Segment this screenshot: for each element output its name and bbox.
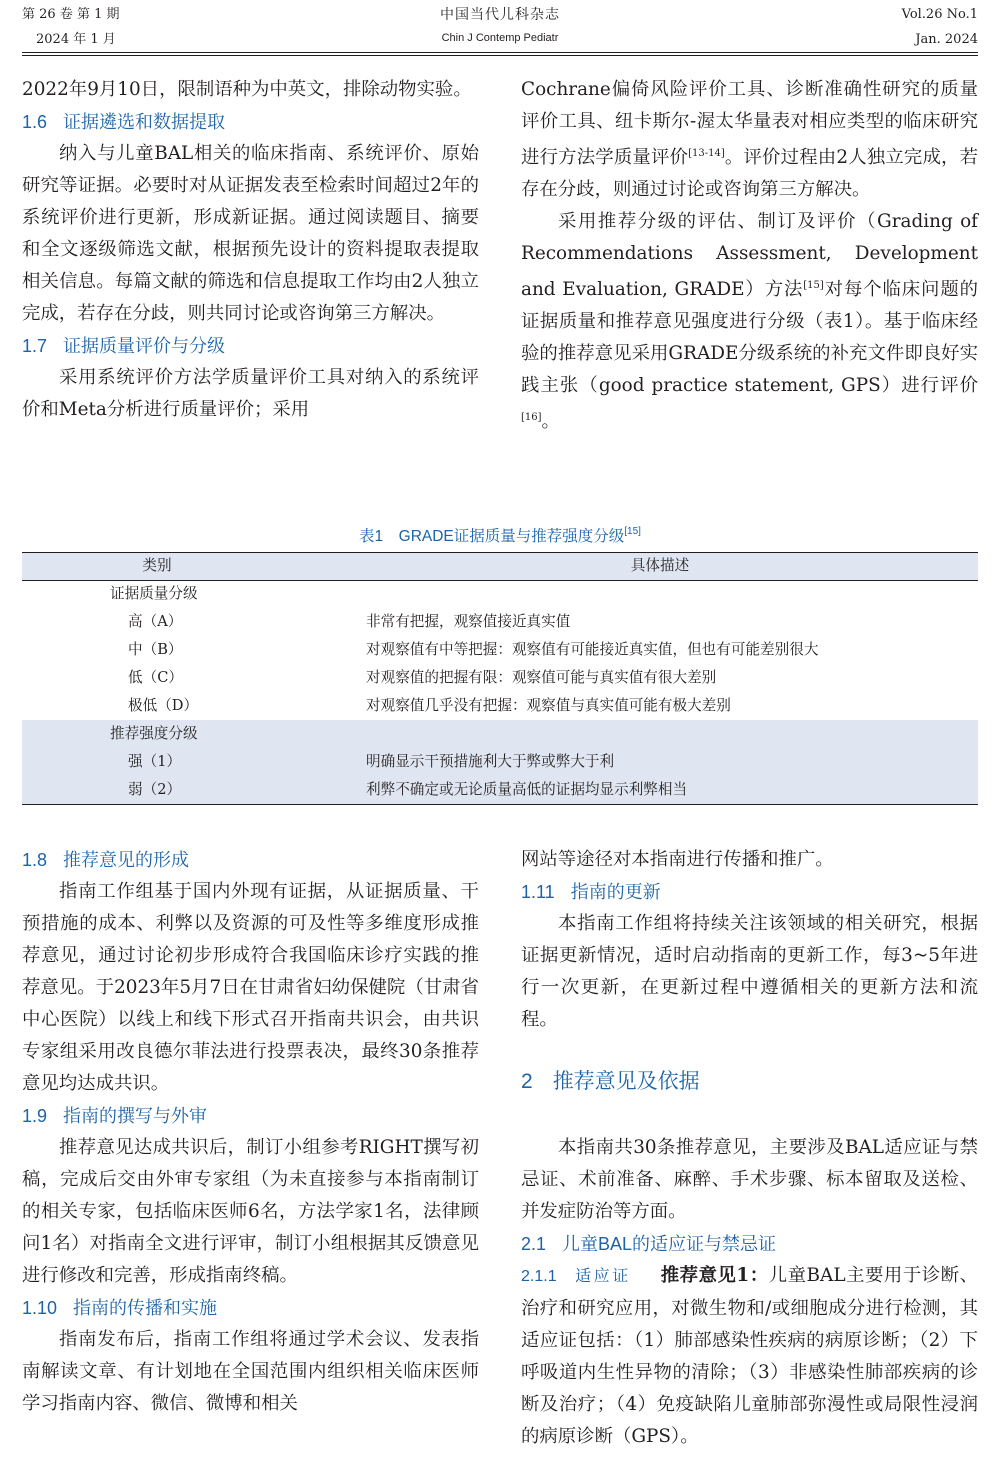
paragraph: 采用推荐分级的评估、制订及评价（Grading of Recommendations Assessment, Development and Evaluation, GRADE）方法[15]对每个临床问题的证据质量和推荐意见强度进行分级（表1）。基于临床经验的推荐意见采用GRADE分级系统的补充文件即良好实践主张（good practice statement, GPS）进行评价[16]。: [521, 211, 978, 432]
table-group-label: 证据质量分级: [110, 585, 198, 602]
citation[interactable]: [15]: [624, 526, 641, 537]
table-cell-description: 明确显示干预措施利大于弊或弊大于利: [366, 753, 615, 770]
paragraph: 纳入与儿童BAL相关的临床指南、系统评价、原始研究等证据。必要时对从证据发表至检索时间超过2年的系统评价进行更新，形成新证据。通过阅读题目、摘要和全文逐级筛选文献，根据预先设计的资料提取表提取相关信息。每篇文献的筛选和信息提取工作均由2人独立完成，若存在分歧，则共同讨论或咨询第三方解决。: [22, 143, 479, 324]
recommendation-text: 儿童BAL主要用于诊断、治疗和研究应用，对微生物和/或细胞成分进行检测，其适应证包括：（1）肺部感染性疾病的病原诊断；（2）下呼吸道内生性异物的清除；（3）非感染性肺部疾病的诊断及治疗；（4）免疫缺陷儿童肺部弥漫性或局限性浸润的病原诊断（GPS）。: [521, 1265, 979, 1447]
header-volume: 第 26 卷 第 1 期: [22, 7, 120, 22]
top-left-column: [22, 74, 479, 426]
table-cell-description: 对观察值的把握有限：观察值可能与真实值有很大差别: [366, 669, 717, 686]
table-cell-description: 非常有把握，观察值接近真实值: [366, 613, 571, 630]
section-heading-1-7: 1.7 证据质量评价与分级: [22, 336, 226, 356]
table-group-label: 推荐强度分级: [110, 725, 198, 742]
paragraph: 采用系统评价方法学质量评价工具对纳入的系统评价和Meta分析进行质量评价；采用: [22, 367, 479, 420]
header-rule-thin: [22, 55, 978, 56]
paragraph: 指南工作组基于国内外现有证据，从证据质量、干预措施的成本、利弊以及资源的可及性等多维度形成推荐意见，通过讨论初步形成符合我国临床诊疗实践的推荐意见。于2023年5月7日在甘肃省妇幼保健院（甘肃省中心医院）以线上和线下形式召开指南共识会，由共识专家组采用改良德尔菲法进行投票表决，最终30条推荐意见均达成共识。: [22, 881, 479, 1094]
header-volume-en: Vol.26 No.1: [901, 7, 978, 22]
header-date: 2024 年 1 月: [36, 32, 116, 47]
section-number-2-1-1: 2.1.1: [521, 1268, 557, 1285]
paragraph: 本指南共30条推荐意见，主要涉及BAL适应证与禁忌证、术前准备、麻醉、手术步骤、标本留取及送检、并发症防治等方面。: [521, 1137, 978, 1222]
citation[interactable]: [15]: [803, 280, 824, 291]
paragraph: Cochrane偏倚风险评价工具、诊断准确性研究的质量评价工具、纽卡斯尔-渥太华量表对相应类型的临床研究进行方法学质量评价[13-14]。评价过程由2人独立完成，若存在分歧，则通过讨论或咨询第三方解决。: [521, 79, 978, 200]
table-cell-description: 利弊不确定或无论质量高低的证据均显示利弊相当: [366, 781, 688, 798]
paragraph: 网站等途径对本指南进行传播和推广。: [521, 849, 834, 870]
top-right-column: [521, 74, 978, 438]
paragraph: 推荐意见达成共识后，制订小组参考RIGHT撰写初稿，完成后交由外审专家组（为未直接参与本指南制订的相关专家，包括临床医师6名，方法学家1名，法律顾问1名）对指南全文进行评审，制订小组根据其反馈意见进行修改和完善，形成指南终稿。: [22, 1137, 479, 1286]
section-heading-1-8: 1.8 推荐意见的形成: [22, 850, 190, 870]
table-cell-description: 对观察值几乎没有把握：观察值与真实值可能有极大差别: [366, 697, 731, 714]
recommendation-1: [521, 1260, 978, 1453]
header-date-en: Jan. 2024: [915, 32, 978, 47]
section-heading-1-6: 1.6 证据遴选和数据提取: [22, 112, 226, 132]
section-heading-1-10: 1.10 指南的传播和实施: [22, 1298, 218, 1318]
table-bottom-rule: [22, 804, 978, 805]
table-cell-category: 低（C）: [128, 669, 183, 686]
paragraph: 2022年9月10日，限制语种为中英文，排除动物实验。: [22, 79, 472, 100]
citation[interactable]: [16]: [521, 412, 542, 423]
table-cell-category: 中（B）: [128, 641, 183, 658]
paragraph: 本指南工作组将持续关注该领域的相关研究，根据证据更新情况，适时启动指南的更新工作，每3~5年进行一次更新，在更新过程中遵循相关的更新方法和流程。: [521, 913, 978, 1030]
bottom-right-column: [521, 844, 978, 1453]
table-cell-category: 强（1）: [128, 753, 182, 770]
section-heading-1-11: 1.11 指南的更新: [521, 882, 661, 902]
section-heading-1-9: 1.9 指南的撰写与外审: [22, 1106, 208, 1126]
bottom-left-column: [22, 844, 479, 1420]
citation[interactable]: [13-14]: [688, 148, 725, 159]
journal-title-en: Chin J Contemp Pediatr: [441, 32, 559, 44]
section-heading-2-1-1: 适应证: [574, 1266, 631, 1285]
header-rule: [22, 52, 978, 53]
table-title: 表1 GRADE证据质量与推荐强度分级[15]: [359, 526, 641, 545]
table-cell-category: 极低（D）: [128, 697, 199, 714]
table-cell-category: 高（A）: [128, 613, 183, 630]
recommendation-label: 推荐意见1：: [660, 1265, 769, 1286]
section-heading-2: 2 推荐意见及依据: [521, 1070, 700, 1093]
table-col-description: 具体描述: [630, 557, 690, 574]
table-cell-category: 弱（2）: [128, 781, 182, 798]
journal-title: 中国当代儿科杂志: [440, 7, 560, 23]
table-cell-description: 对观察值有中等把握：观察值有可能接近真实值，但也有可能差别很大: [366, 641, 819, 658]
section-heading-2-1: 2.1 儿童BAL的适应证与禁忌证: [521, 1234, 777, 1254]
paragraph: 指南发布后，指南工作组将通过学术会议、发表指南解读文章、有计划地在全国范围内组织相关临床医师学习指南内容、微信、微博和相关: [22, 1329, 479, 1414]
table-col-category: 类别: [142, 557, 172, 574]
